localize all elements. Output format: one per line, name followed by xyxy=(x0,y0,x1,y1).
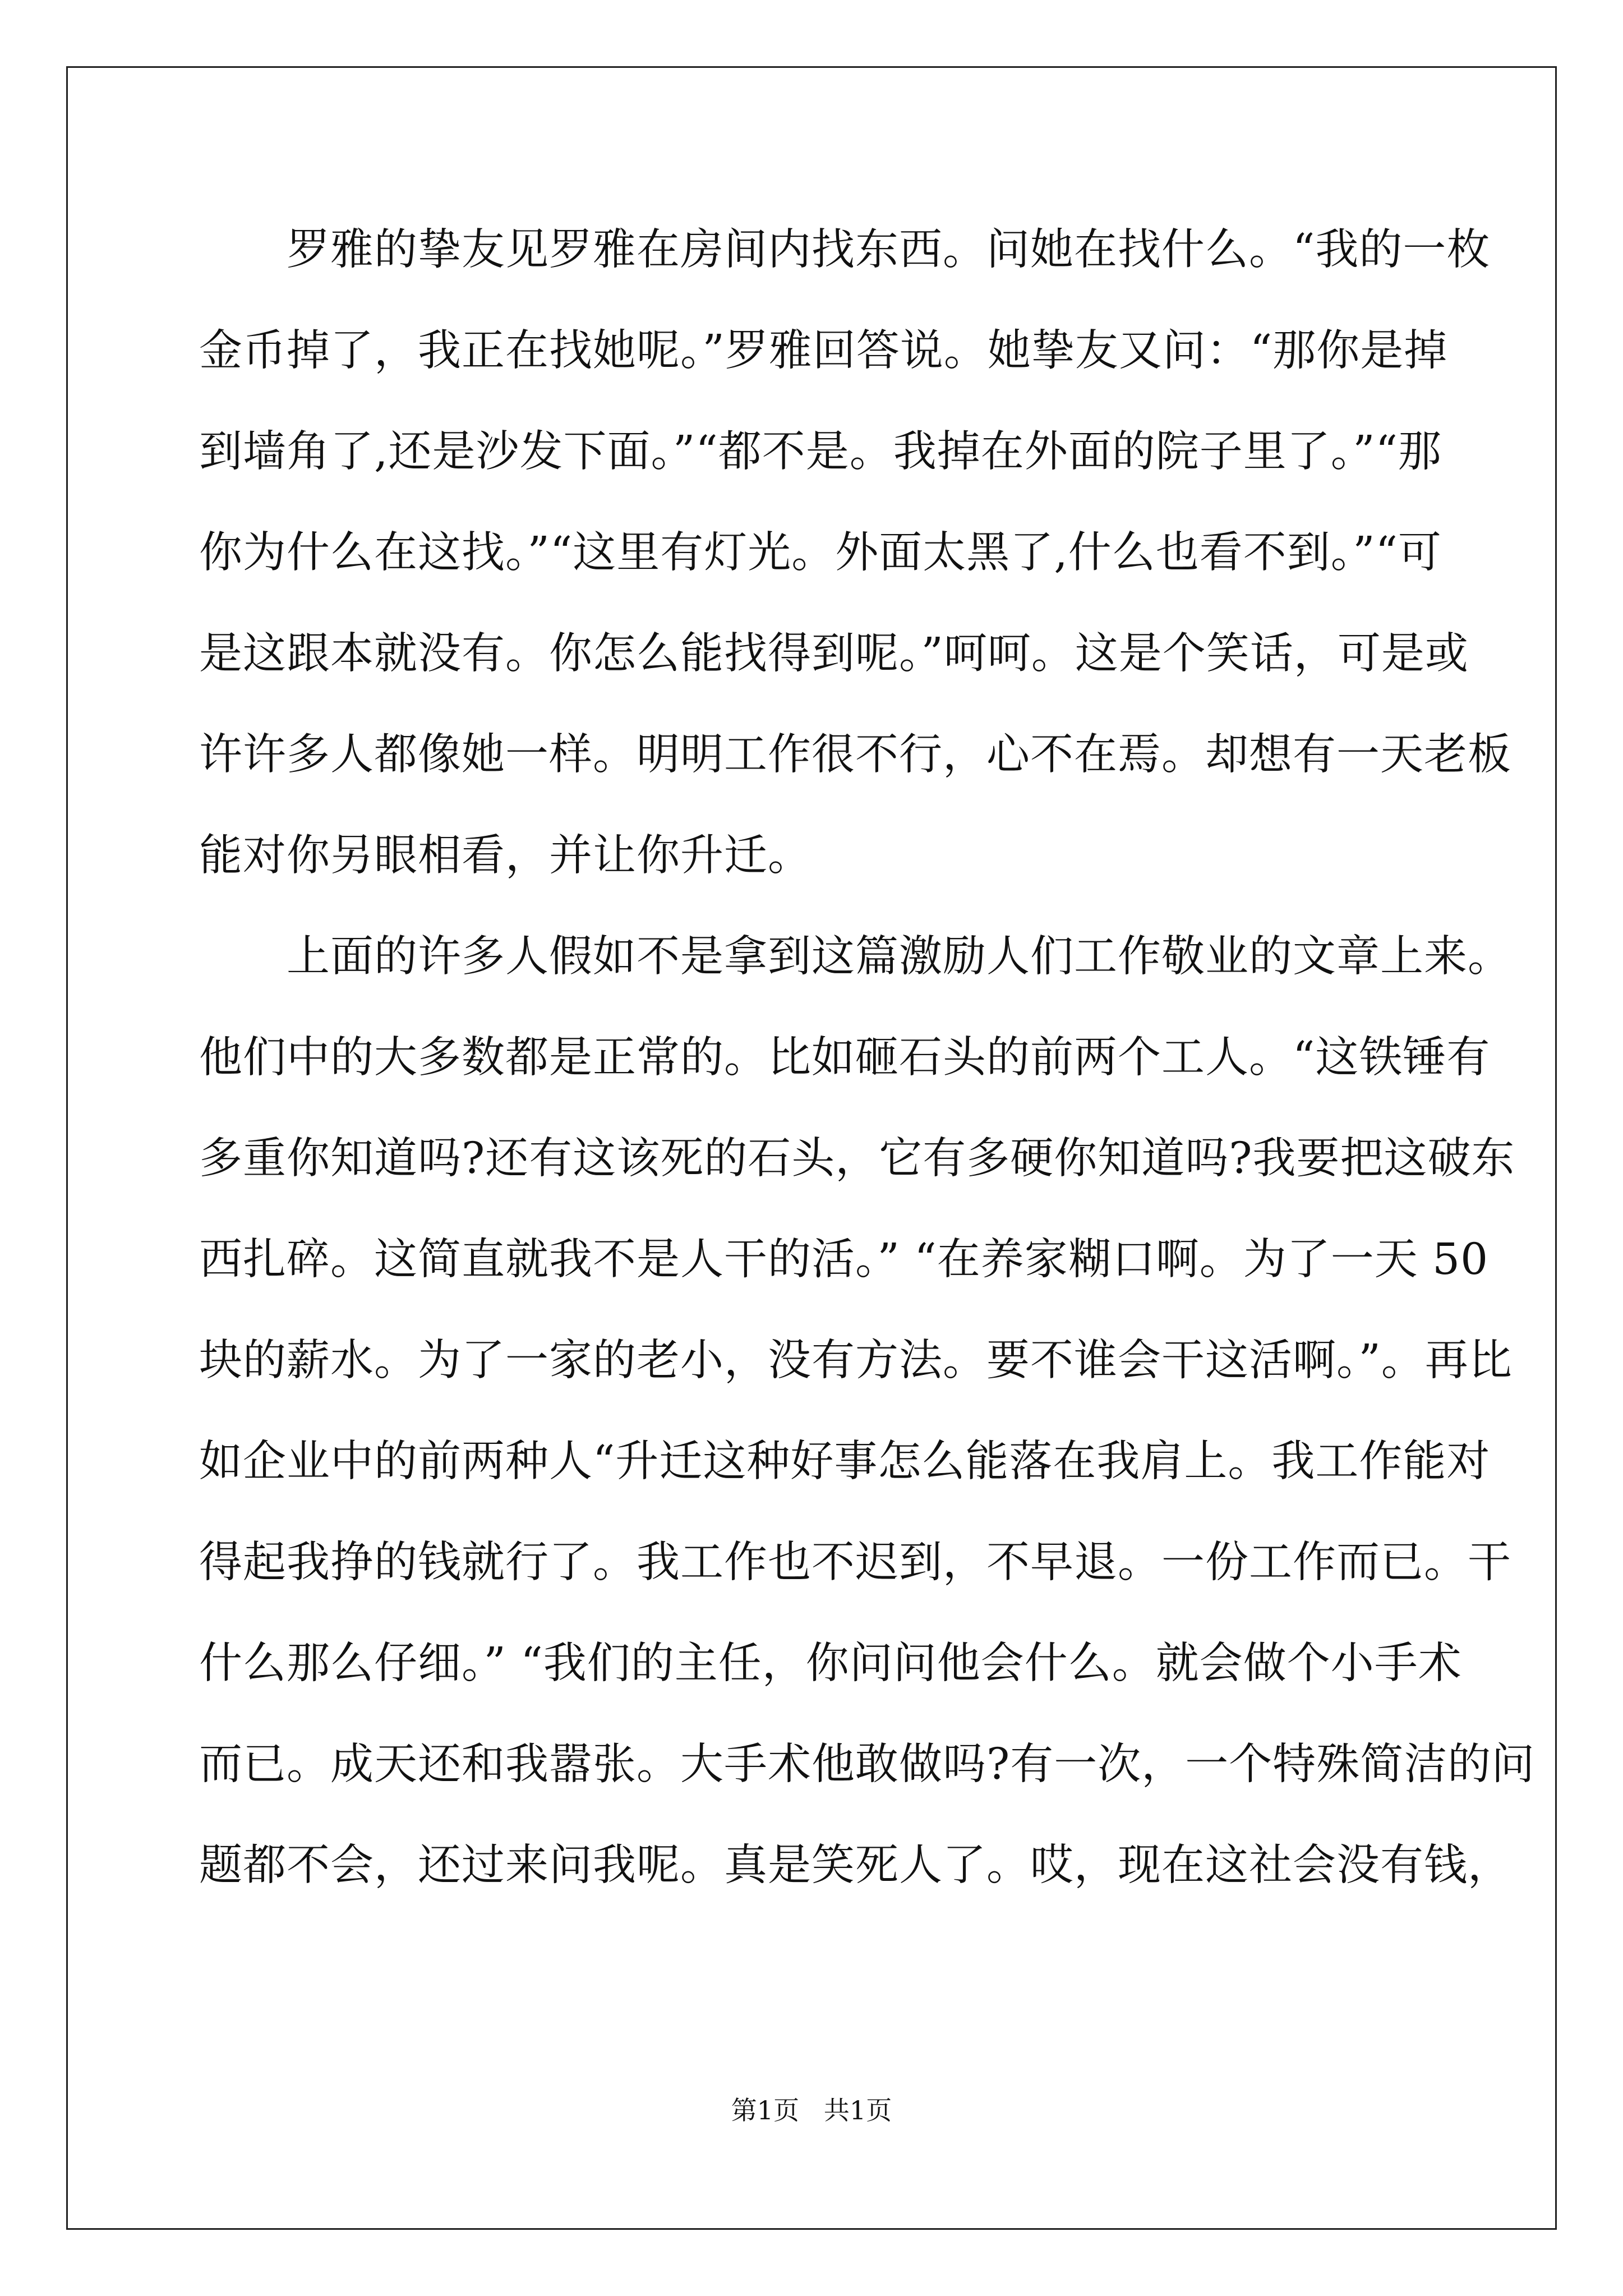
text-line: 罗雅的挚友见罗雅在房间内找东西。问她在找什么。“我的一枚 xyxy=(199,225,1491,275)
text-line: 题都不会，还过来问我呢。真是笑死人了。哎，现在这社会没有钱， xyxy=(199,1841,1511,1890)
text-line: 什么那么仔细。” “我们的主任，你问问他会什么。就会做个小手术 xyxy=(199,1639,1462,1688)
text-line: 你为什么在这找。”“这里有灯光。外面太黑了,什么也看不到。”“可 xyxy=(199,528,1442,578)
page-number-footer: 第1页 共1页 xyxy=(731,2095,892,2125)
text-line: 如企业中的前两种人“升迁这种好事怎么能落在我肩上。我工作能对 xyxy=(199,1437,1491,1487)
text-line: 金币掉了，我正在找她呢。”罗雅回答说。她挚友又问：“那你是掉 xyxy=(199,326,1448,376)
text-line: 许许多人都像她一样。明明工作很不行，心不在焉。却想有一天老板 xyxy=(199,730,1511,780)
text-line: 而已。成天还和我嚣张。大手术他敢做吗?有一次，一个特殊简洁的问 xyxy=(199,1740,1536,1789)
text-line: 得起我挣的钱就行了。我工作也不迟到，不早退。一份工作而已。干 xyxy=(199,1538,1511,1588)
text-line: 上面的许多人假如不是拿到这篇激励人们工作敬业的文章上来。 xyxy=(199,932,1511,982)
text-line: 多重你知道吗?还有这该死的石头，它有多硬你知道吗?我要把这破东 xyxy=(199,1134,1515,1184)
text-line: 到墙角了,还是沙发下面。”“都不是。我掉在外面的院子里了。”“那 xyxy=(199,427,1442,477)
text-line: 他们中的大多数都是正常的。比如砸石头的前两个工人。“这铁锤有 xyxy=(199,1033,1491,1083)
text-line: 西扎碎。这简直就我不是人干的活。” “在养家糊口啊。为了一天 50 xyxy=(199,1235,1489,1285)
text-line: 是这跟本就没有。你怎么能找得到呢。”呵呵。这是个笑话，可是或 xyxy=(199,629,1469,679)
text-line: 块的薪水。为了一家的老小，没有方法。要不谁会干这活啊。”。再比 xyxy=(199,1336,1513,1386)
text-line: 能对你另眼相看，并让你升迁。 xyxy=(199,831,811,881)
